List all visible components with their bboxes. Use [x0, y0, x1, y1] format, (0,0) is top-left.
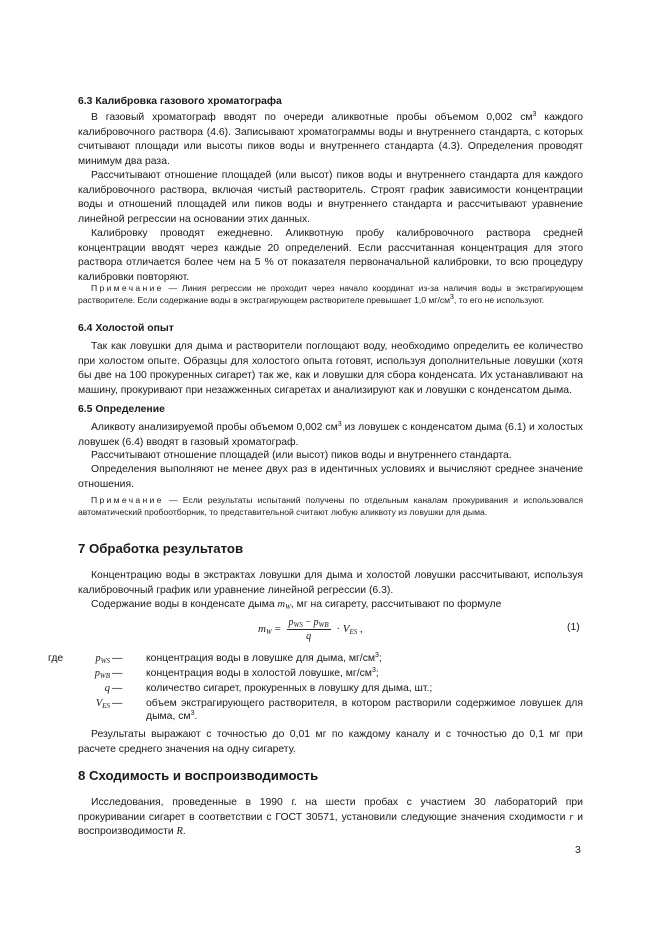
formula-num-b-sub: WB: [318, 621, 329, 629]
s65-p1-text-b: из ловушек с конденсатом дыма (6.1) и холостых ловушек (6.4) вводят в газовый хроматограф.: [78, 422, 583, 448]
s63-note: [78, 282, 583, 306]
where-0-after: ;: [378, 653, 382, 664]
s8-symbol-r: r: [569, 811, 574, 823]
s63-p1-text-a: В газовый хроматограф вводят по очереди аликвотные пробы объемом 0,002 см: [91, 112, 533, 123]
s63-paragraph-1: [78, 111, 583, 169]
where-3-after: .: [194, 711, 198, 722]
where-1-sup: 3: [371, 667, 376, 674]
s63-p1-text-b: каждого калибровочного раствора (4.6). Записывают хроматограммы воды и внутреннего стандарта, с которых считывают площади или высоты пиков воды и внутреннего стандарта (4.3). Определения проводят минимум два раза.: [78, 112, 583, 167]
formula-lhs: m: [258, 623, 266, 636]
where-3-sym: V: [95, 698, 103, 709]
s65-p1-sup: 3: [337, 421, 342, 428]
formula-fraction: [287, 617, 331, 642]
where-2-dash: —: [112, 683, 123, 694]
section-6-3-title: 6.3 Калибровка газового хроматографа: [78, 96, 282, 107]
section-6-4-title: 6.4 Холостой опыт: [78, 323, 174, 334]
s63-paragraph-2: Рассчитывают отношение площадей (или высот) пиков воды и внутреннего стандарта для каждого калибровочного раствора, включая чистый растворитель. Строят график зависимости концентрации воды и отношений площадей или пиков воды и внутреннего стандарта и рассчитывают уравнение линейной регрессии на основании этих данных.: [78, 170, 583, 225]
where-1-desc-text: концентрация воды в холостой ловушке, мг/см: [146, 668, 372, 679]
s8-p1-text-c: .: [182, 826, 186, 837]
s7-p2-text-a: Содержание воды в конденсате дыма: [91, 599, 278, 610]
s7-p2-text-b: , мг на сигарету, рассчитывают по формуле: [290, 599, 502, 610]
page-number: 3: [575, 845, 581, 856]
where-0-desc: [146, 652, 583, 665]
s8-paragraph-1: [78, 796, 583, 840]
where-0-desc-text: концентрация воды в ловушке для дыма, мг/см: [146, 653, 376, 664]
s8-p1-text-b: и воспроизводимости: [78, 811, 583, 837]
formula-denominator: q: [306, 631, 312, 642]
s63-note-text-a: — Линия регрессии не проходит через начало координат из-за наличия воды в экстрагирующем растворителе. Если содержание воды в экстрагирующем растворителе превышает 1,0 мг/см: [78, 283, 583, 305]
where-3-desc-text: объем экстрагирующего растворителя, в котором растворили содержимое ловушек для дыма, см: [146, 698, 583, 722]
s7-paragraph-2: [78, 598, 583, 613]
where-2-desc-text: количество сигарет, прокуренных в ловушку для дыма, шт.;: [146, 683, 433, 694]
formula-num-a-sub: WS: [293, 621, 303, 629]
formula-lhs-sub: W: [265, 628, 272, 637]
s8-symbol-R: R: [176, 826, 183, 837]
formula-number: (1): [567, 622, 580, 633]
where-symbol: [62, 697, 110, 710]
where-0-sup: 3: [375, 652, 379, 659]
where-1-desc: [146, 667, 583, 680]
s8-p1-text-a: Исследования, проведенные в 1990 г. на шести пробах с участием 30 лабораторий при прокуривании сигарет в соответствии с ГОСТ 30571, установили следующие значения сходимости: [78, 797, 583, 823]
formula-dot: ·: [333, 623, 343, 636]
s64-paragraph-1: Так как ловушки для дыма и растворители поглощают воду, необходимо определить ее количество при холостом опыте. Образцы для холостого опыта готовят, используя дополнительные ловушки (хотя бы две на 100 прокуренных сигарет) так же, как и ловушки для сбора конденсата. Их устанавливают на машину, прокуривают при незажженных сигаретах и анализируют как и ловушки с конденсатом дыма.: [78, 341, 583, 396]
where-row: [48, 667, 583, 680]
where-3-sup: 3: [190, 710, 195, 717]
where-row: [48, 682, 583, 695]
formula-num-a: p: [288, 617, 294, 628]
where-2-desc: [146, 682, 583, 695]
formula-equals: =: [274, 623, 281, 636]
s63-p1-sup: 3: [532, 111, 537, 118]
s65-paragraph-3: Определения выполняют не менее двух раз в идентичных условиях и вычисляют среднее значение отношения.: [78, 464, 583, 490]
where-3-desc: [146, 697, 583, 723]
formula-minus: −: [302, 617, 314, 628]
formula-tail: ,: [357, 623, 363, 636]
where-3-sub: ES: [102, 702, 110, 710]
section-7-title: 7 Обработка результатов: [78, 541, 244, 556]
s65-note: [78, 494, 583, 518]
where-2-sym: q: [104, 683, 110, 694]
where-0-sub: WS: [100, 657, 110, 665]
s7-p2-sub: W: [285, 603, 291, 611]
where-1-sub: WB: [99, 672, 110, 680]
section-6-5-title: 6.5 Определение: [78, 404, 165, 415]
where-symbol: [62, 652, 110, 665]
formula-num-b: p: [313, 617, 319, 628]
where-1-sym: p: [94, 668, 100, 679]
formula-numerator: [287, 617, 331, 630]
where-1-dash: —: [112, 668, 123, 679]
where-0-dash: —: [112, 653, 123, 664]
section-8-title: 8 Сходимость и воспроизводимость: [78, 768, 319, 783]
s65-paragraph-2: Рассчитывают отношение площадей (или высот) пиков воды и внутреннего стандарта.: [91, 450, 512, 461]
where-symbol: [62, 667, 110, 680]
s63-paragraph-3: Калибровку проводят ежедневно. Аликвотную пробу калибровочного раствора средней концентрации вводят через каждые 20 определений. Если рассчитанная концентрация для этого раствора отличается более чем на 5 % от показателя первоначальной калибровки, то всю процедуру калибровки повторяют.: [78, 228, 583, 283]
s63-note-sup: 3: [450, 294, 454, 301]
where-0-sym: p: [95, 653, 101, 664]
s65-note-text: — Если результаты испытаний получены по отдельным каналам прокуривания и использовался автоматический пробоотборник, то представительной считают любую аликвоту из ловушки для дыма.: [78, 495, 583, 517]
formula-rhs: V: [342, 623, 350, 636]
where-3-dash: —: [112, 698, 123, 709]
s7-paragraph-1: Концентрацию воды в экстрактах ловушки для дыма и холостой ловушки рассчитывают, используя калибровочный график или уравнение линейной регрессии (6.3).: [78, 570, 583, 596]
s63-note-text-b: , то его не используют.: [453, 295, 545, 305]
s7-paragraph-3: Результаты выражают с точностью до 0,01 мг по каждому каналу и с точностью до 0,1 мг при расчете среднего значения на одну сигарету.: [78, 729, 583, 755]
s7-p2-symbol: m: [277, 599, 286, 610]
where-1-after: ;: [375, 668, 379, 679]
where-symbol: [62, 682, 110, 695]
where-row: [48, 697, 583, 723]
formula-rhs-sub: ES: [349, 628, 358, 637]
s65-note-label: Примечание: [91, 495, 164, 505]
s65-p1-text-a: Аликвоту анализируемой пробы объемом 0,002 см: [91, 422, 338, 433]
s63-note-label: Примечание: [91, 283, 164, 293]
s65-paragraph-1: [78, 421, 583, 450]
formula-1: [258, 617, 363, 642]
where-row: [48, 652, 583, 665]
where-label: где: [48, 653, 64, 664]
